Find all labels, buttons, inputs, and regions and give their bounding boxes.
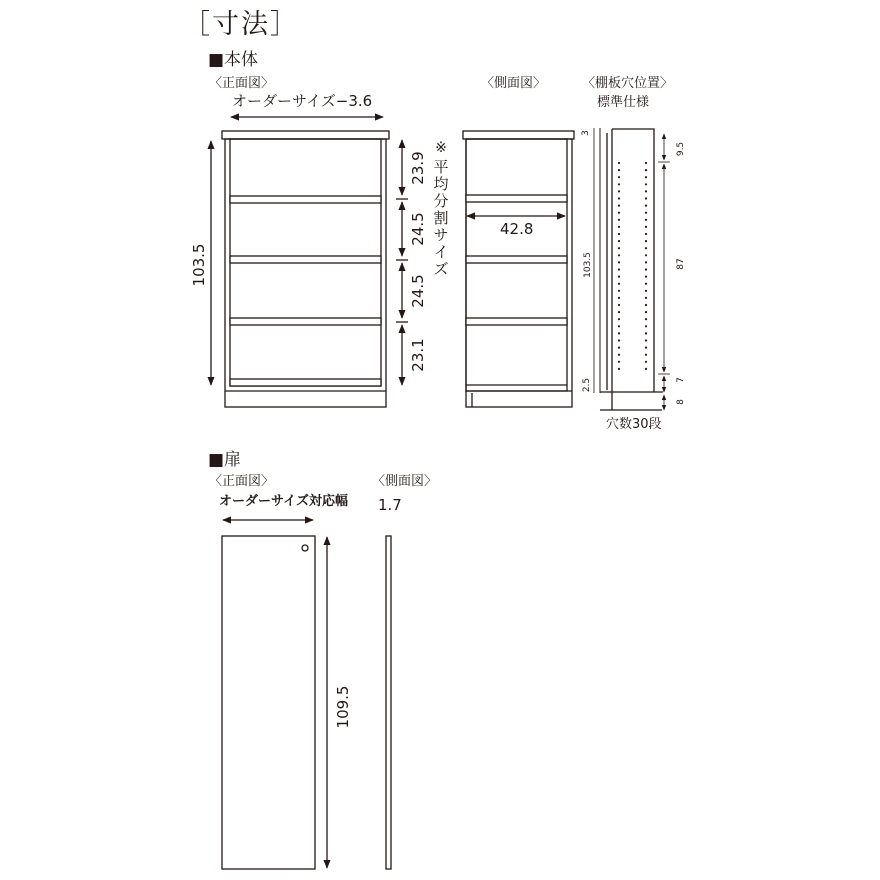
shelf-hole-dot <box>618 283 620 285</box>
gap-text-1: 23.9 <box>409 151 427 185</box>
shelf-hole-dot <box>618 325 620 327</box>
shelf-hole-dot <box>618 361 620 363</box>
shelf-hole-dot <box>645 233 647 235</box>
shelf-hole-dot <box>645 361 647 363</box>
door-side-view <box>386 536 391 869</box>
shelf-hole-dot <box>618 332 620 334</box>
shelf-hole-dot <box>645 354 647 356</box>
shelf-hole-dot <box>618 162 620 164</box>
shelf-hole-dot <box>645 297 647 299</box>
shelf-hole-dot <box>618 261 620 263</box>
shelf-hole-dot <box>645 339 647 341</box>
shelf-hole-dot <box>645 368 647 370</box>
shelf-hole-dots <box>618 162 647 370</box>
hole-dim-25: 2.5 <box>582 377 592 393</box>
shelf-hole-dot <box>618 240 620 242</box>
shelf-hole-dot <box>618 268 620 270</box>
shelf-hole-dot <box>618 183 620 185</box>
shelf-hole-dot <box>645 325 647 327</box>
hole-count-label: 穴数30段 <box>606 417 662 432</box>
shelf-hole-dot <box>645 176 647 178</box>
body-side-view <box>463 131 574 407</box>
shelf-hole-dot <box>618 347 620 349</box>
shelf-hole-dot <box>645 290 647 292</box>
shelf-hole-dot <box>618 219 620 221</box>
shelf-gap-dimensions <box>396 140 408 385</box>
shelf-hole-dot <box>618 318 620 320</box>
shelf-hole-dot <box>645 247 647 249</box>
shelf-hole-dot <box>618 276 620 278</box>
shelf-hole-dot <box>618 176 620 178</box>
shelf-hole-dot <box>618 233 620 235</box>
shelf-hole-dot <box>645 268 647 270</box>
shelf-hole-dot <box>645 205 647 207</box>
door-thickness-label: 1.7 <box>378 496 402 514</box>
shelf-hole-dot <box>645 197 647 199</box>
shelf-hole-dot <box>645 261 647 263</box>
shelf-hole-dot <box>645 347 647 349</box>
body-width-label: オーダーサイズ−3.6 <box>232 92 373 110</box>
hole-dim-8: 8 <box>676 399 686 405</box>
door-height-text: 109.5 <box>334 685 352 729</box>
note-vertical-text <box>433 158 448 278</box>
shelf-hole-dot <box>618 226 620 228</box>
shelf-hole-dot <box>645 311 647 313</box>
gap-text-2: 24.5 <box>409 212 427 246</box>
depth-label: 42.8 <box>500 220 534 238</box>
shelf-hole-dot <box>645 254 647 256</box>
shelf-hole-dot <box>618 254 620 256</box>
shelf-hole-dot <box>645 162 647 164</box>
note-text: 平均分割サイズ <box>433 158 449 278</box>
shelf-hole-dot <box>618 304 620 306</box>
shelf-hole-dot <box>645 212 647 214</box>
body-section-heading: ■本体 <box>208 50 259 70</box>
shelf-hole-dot <box>645 219 647 221</box>
door-section-heading: ■扉 <box>208 450 242 470</box>
shelf-hole-dot <box>618 247 620 249</box>
note-mark: ※ <box>435 140 447 156</box>
door-side-label: 〈側面図〉 <box>372 474 438 489</box>
body-front-label: 〈正面図〉 <box>209 76 275 91</box>
shelf-hole-dot <box>645 276 647 278</box>
page-title: ［寸法］ <box>183 9 299 40</box>
hole-dim-3: 3 <box>581 130 591 136</box>
body-front-view <box>222 131 389 407</box>
shelf-hole-label: 〈棚板穴位置〉 <box>582 76 674 91</box>
shelf-hole-dot <box>618 311 620 313</box>
shelf-hole-dot <box>618 339 620 341</box>
shelf-hole-dot <box>618 205 620 207</box>
shelf-hole-dot <box>618 368 620 370</box>
hole-dim-87: 87 <box>676 258 686 270</box>
hole-dim-1035: 103.5 <box>583 252 593 278</box>
shelf-hole-dot <box>618 297 620 299</box>
hole-dim-7: 7 <box>676 377 686 383</box>
shelf-hole-dot <box>645 318 647 320</box>
shelf-hole-dot <box>618 212 620 214</box>
shelf-hole-dot <box>645 183 647 185</box>
shelf-hole-dot <box>645 283 647 285</box>
door-front-view <box>222 536 315 869</box>
gap-text-4: 23.1 <box>409 338 427 372</box>
shelf-hole-sublabel: 標準仕様 <box>597 95 650 110</box>
shelf-hole-dot <box>645 190 647 192</box>
shelf-hole-dot <box>645 304 647 306</box>
shelf-hole-dot <box>618 169 620 171</box>
shelf-hole-dot <box>618 197 620 199</box>
body-height-text: 103.5 <box>190 243 208 287</box>
hole-dim-95: 9.5 <box>676 141 686 157</box>
shelf-hole-dot <box>618 354 620 356</box>
shelf-hole-dot <box>645 240 647 242</box>
door-width-label: オーダーサイズ対応幅 <box>219 494 348 509</box>
door-front-label: 〈正面図〉 <box>209 474 275 489</box>
shelf-hole-dot <box>618 290 620 292</box>
body-side-label: 〈側面図〉 <box>481 76 547 91</box>
shelf-hole-dot <box>645 169 647 171</box>
shelf-hole-dot <box>618 190 620 192</box>
gap-text-3: 24.5 <box>409 274 427 308</box>
shelf-hole-dot <box>645 332 647 334</box>
shelf-hole-view <box>594 128 670 410</box>
shelf-hole-dot <box>645 226 647 228</box>
